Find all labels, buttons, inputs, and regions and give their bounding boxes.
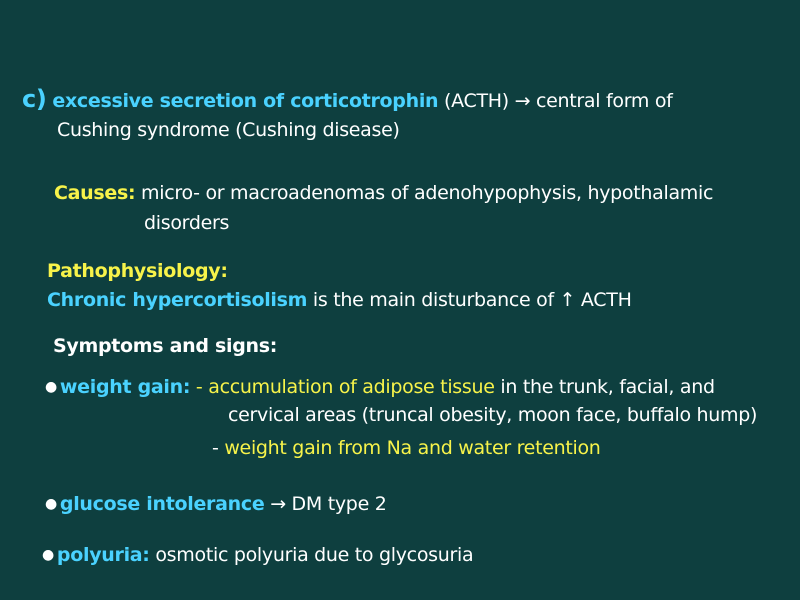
weight-gain-dash2: - [212,437,219,459]
section-heading-line2: Cushing syndrome (Cushing disease) [57,119,400,141]
pathophysiology-text: is the main disturbance of ↑ ACTH [312,289,632,311]
section-heading-highlight: excessive secretion of corticotrophin [52,90,439,112]
polyuria-label: polyuria: [56,544,150,566]
glucose-line [45,492,386,518]
section-heading [22,87,673,113]
bullet-dot: ● [42,547,54,563]
weight-gain-item1-rest: in the trunk, facial, and [500,376,715,398]
polyuria-text: osmotic polyuria due to glycosuria [155,544,474,566]
glucose-text: → DM type 2 [270,493,387,515]
section-heading-rest: (ACTH) → central form of [444,90,673,112]
weight-gain-label: weight gain: [59,376,191,398]
weight-gain-item1-highlight: accumulation of adipose tissue [208,376,495,398]
weight-gain-item1-line2: cervical areas (truncal obesity, moon face, buffalo hump) [228,404,758,426]
weight-gain-line [45,375,715,401]
section-marker: c) [22,85,47,113]
causes-label: Causes: [54,182,136,204]
bullet-dot: ● [45,496,57,512]
pathophysiology-highlight: Chronic hypercortisolism [47,289,308,311]
glucose-label: glucose intolerance [59,493,265,515]
weight-gain-dash1: - [195,376,203,398]
causes-line [54,181,713,205]
weight-gain-item2-highlight: weight gain from Na and water retention [224,437,601,459]
causes-text: micro- or macroadenomas of adenohypophysis, hypothalamic [141,182,714,204]
pathophysiology-label: Pathophysiology: [47,260,228,282]
polyuria-line [42,543,473,569]
causes-text-line2: disorders [144,212,230,234]
weight-gain-item2 [212,436,601,460]
bullet-dot: ● [45,379,57,395]
pathophysiology-line [47,288,632,312]
symptoms-label: Symptoms and signs: [53,335,278,357]
